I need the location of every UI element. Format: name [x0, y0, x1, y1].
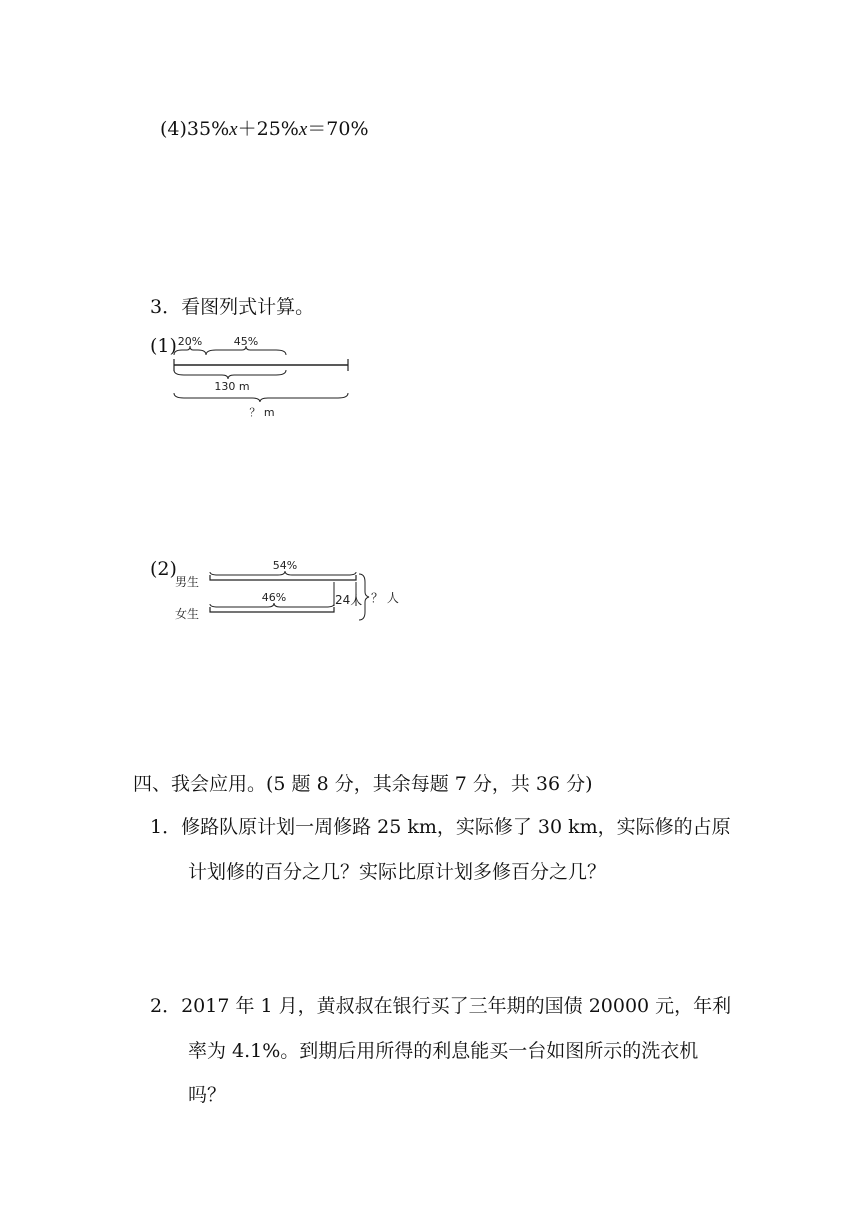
figure-1-total-label: ？ m [249, 406, 275, 419]
figure-1-label: (1) [150, 335, 177, 357]
figure-2-bar-boys [210, 575, 356, 580]
section-4-q1-line-2: 计划修的百分之几？实际比原计划多修百分之几？ [188, 861, 607, 883]
figure-2-diagram [172, 556, 412, 626]
figure-2-total-label: ？ 人 [371, 591, 399, 605]
equation-term-1: 35% [186, 118, 230, 140]
equation-plus: ＋ [237, 118, 257, 140]
figure-2-bar-girls [210, 607, 334, 612]
equation-label: (4) [160, 118, 187, 140]
figure-1-brace-130m [174, 370, 286, 379]
section-4-q2-line-2: 率为 4.1%。到期后用所得的利息能买一台如图所示的洗衣机 [188, 1040, 699, 1062]
figure-1-brace-total [174, 393, 348, 402]
figure-2-diff-label: 24人 [335, 593, 363, 607]
section-4-q1-line-1: 1．修路队原计划一周修路 25 km，实际修了 30 km，实际修的占原 [150, 816, 731, 838]
figure-2-label: (2) [150, 558, 177, 580]
figure-1-percent-1: 20% [177, 335, 203, 348]
figure-1-percent-2: 45% [233, 335, 259, 348]
figure-1-brace-45 [206, 346, 286, 355]
equation-rhs: 70% [326, 118, 369, 140]
equation-equals: ＝ [307, 118, 327, 140]
equation-term-2: 25% [256, 118, 299, 140]
section-4-q2-line-1: 2．2017 年 1 月，黄叔叔在银行买了三年期的国债 20000 元，年利 [150, 995, 732, 1017]
figure-2-row-girls: 女生 [175, 607, 200, 621]
figure-2-percent-girls: 46% [261, 591, 287, 604]
figure-1-diagram [170, 332, 370, 422]
equation-4 [160, 120, 369, 139]
figure-2-percent-boys: 54% [272, 559, 298, 572]
section-4-heading: 四、我会应用。(5 题 8 分，其余每题 7 分，共 36 分) [133, 773, 593, 795]
equation-variable-2: x [298, 119, 308, 140]
equation-variable-1: x [229, 119, 238, 140]
figure-1-part-label: 130 m [214, 380, 250, 393]
section-4-q2-line-3: 吗？ [188, 1084, 227, 1106]
question-3-heading: 3．看图列式计算。 [150, 296, 315, 318]
figure-2-row-boys: 男生 [175, 575, 200, 589]
